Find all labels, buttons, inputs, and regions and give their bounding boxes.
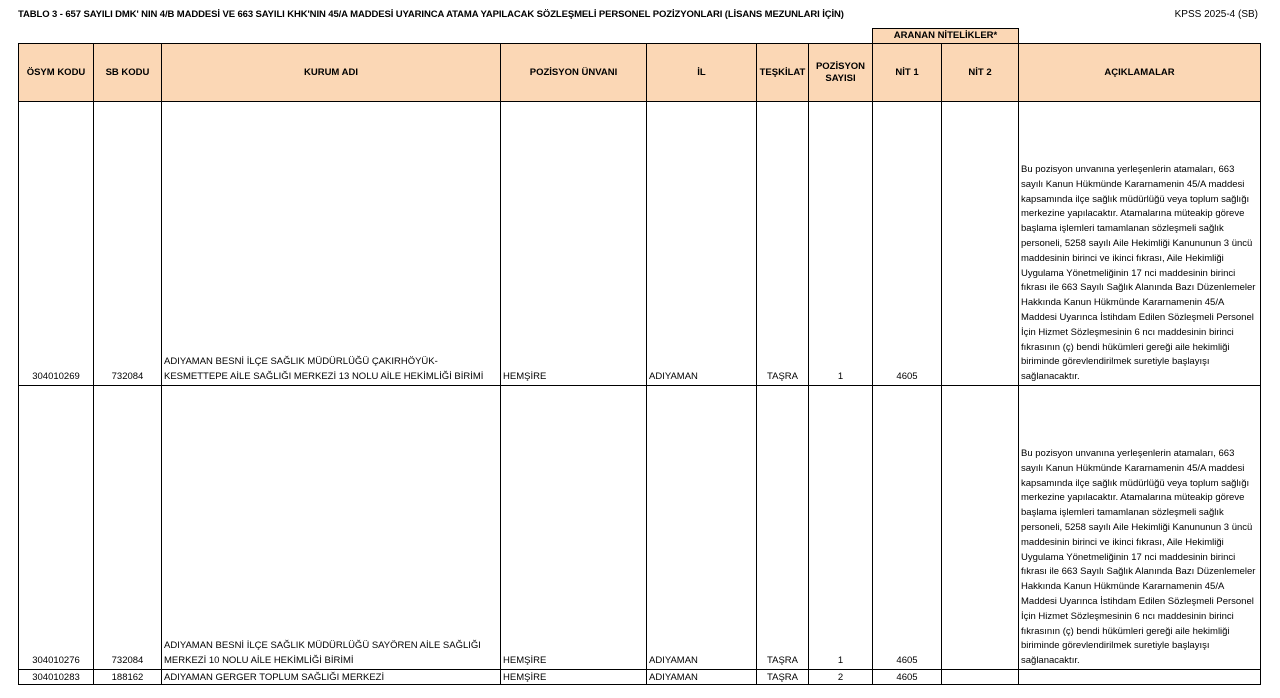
- cell-il: ADIYAMAN: [647, 670, 757, 685]
- cell-teskilat: TAŞRA: [757, 386, 809, 670]
- cell-osym-kodu: 304010269: [19, 102, 94, 386]
- header-il: İL: [647, 44, 757, 102]
- cell-nit2: [942, 670, 1019, 685]
- table-row: [19, 670, 1261, 685]
- header-osym-kodu: ÖSYM KODU: [19, 44, 94, 102]
- header-pozisyon-sayisi: [809, 44, 873, 102]
- cell-pozisyon-sayisi: 2: [809, 670, 873, 685]
- table-row: [19, 102, 1261, 386]
- cell-osym-kodu: 304010276: [19, 386, 94, 670]
- cell-nit2: [942, 386, 1019, 670]
- cell-sb-kodu: 732084: [94, 102, 162, 386]
- cell-teskilat: TAŞRA: [757, 102, 809, 386]
- cell-nit1: 4605: [873, 386, 942, 670]
- cell-nit1: 4605: [873, 102, 942, 386]
- header-pozisyon-sayisi-line1: POZİSYON: [815, 60, 866, 72]
- cell-kurum-adi: ADIYAMAN BESNİ İLÇE SAĞLIK MÜDÜRLÜĞÜ ÇAKIRHÖYÜK-KESMETTEPE AİLE SAĞLIĞI MERKEZİ 13 NOLU AİLE HEKİMLİĞİ BİRİMİ: [162, 102, 501, 386]
- cell-pozisyon-unvani: HEMŞİRE: [501, 102, 647, 386]
- header-kurum-adi: KURUM ADI: [162, 44, 501, 102]
- cell-kurum-adi: ADIYAMAN GERGER TOPLUM SAĞLIĞI MERKEZİ: [162, 670, 501, 685]
- cell-aciklamalar: [1019, 670, 1261, 685]
- cell-il: ADIYAMAN: [647, 102, 757, 386]
- cell-aciklamalar: Bu pozisyon unvanına yerleşenlerin atamaları, 663 sayılı Kanun Hükmünde Kararnamenin 45/A maddesi kapsamında ilçe sağlık müdürlüğü veya toplum sağlığı merkezine yapılacaktır. Atamalarına müteakip göreve başlama işlemleri tamamlanan sözleşmeli sağlık personeli, 5258 sayılı Aile Hekimliği Kanununun 3 üncü maddesinin birinci ve ikinci fıkrası, Aile Hekimliği Uygulama Yönetmeliğinin 17 nci maddesinin birinci fıkrası ile 663 Sayılı Sağlık Alanında Bazı Düzenlemeler Hakkında Kanun Hükmünde Kararnamenin 45/A Maddesi Uyarınca İstihdam Edilen Sözleşmeli Personel İçin Hizmet Sözleşmesinin 6 ncı maddesinin birinci fıkrasının (ç) bendi hükümleri gereği aile hekimliği biriminde görevlendirilmek suretiyle başlayışı sağlanacaktır.: [1019, 102, 1261, 386]
- cell-pozisyon-sayisi: 1: [809, 102, 873, 386]
- header-sb-kodu: SB KODU: [94, 44, 162, 102]
- header-teskilat: TEŞKİLAT: [757, 44, 809, 102]
- document-code: KPSS 2025-4 (SB): [1174, 9, 1258, 20]
- header-nit1: NİT 1: [873, 44, 942, 102]
- document-title: TABLO 3 - 657 SAYILI DMK' NIN 4/B MADDESİ VE 663 SAYILI KHK'NIN 45/A MADDESİ UYARINCA ATAMA YAPILACAK SÖZLEŞMELİ PERSONEL POZİZYONLARI (LİSANS MEZUNLARI İÇİN): [18, 9, 844, 20]
- header-row: [19, 44, 1261, 102]
- table-row: [19, 386, 1261, 670]
- header-nit2: NİT 2: [942, 44, 1019, 102]
- cell-kurum-adi: ADIYAMAN BESNİ İLÇE SAĞLIK MÜDÜRLÜĞÜ SAYÖREN AİLE SAĞLIĞI MERKEZİ 10 NOLU AİLE HEKİMLİĞİ BİRİMİ: [162, 386, 501, 670]
- cell-il: ADIYAMAN: [647, 386, 757, 670]
- cell-sb-kodu: 188162: [94, 670, 162, 685]
- cell-sb-kodu: 732084: [94, 386, 162, 670]
- cell-pozisyon-unvani: HEMŞİRE: [501, 386, 647, 670]
- header-aciklamalar: AÇIKLAMALAR: [1019, 44, 1261, 102]
- cell-pozisyon-sayisi: 1: [809, 386, 873, 670]
- cell-pozisyon-unvani: HEMŞİRE: [501, 670, 647, 685]
- cell-aciklamalar: Bu pozisyon unvanına yerleşenlerin atamaları, 663 sayılı Kanun Hükmünde Kararnamenin 45/A maddesi kapsamında ilçe sağlık müdürlüğü veya toplum sağlığı merkezine yapılacaktır. Atamalarına müteakip göreve başlama işlemleri tamamlanan sözleşmeli sağlık personeli, 5258 sayılı Aile Hekimliği Kanununun 3 üncü maddesinin birinci ve ikinci fıkrası, Aile Hekimliği Uygulama Yönetmeliğinin 17 nci maddesinin birinci fıkrası ile 663 Sayılı Sağlık Alanında Bazı Düzenlemeler Hakkında Kanun Hükmünde Kararnamenin 45/A Maddesi Uyarınca İstihdam Edilen Sözleşmeli Personel İçin Hizmet Sözleşmesinin 6 ncı maddesinin birinci fıkrasının (ç) bendi hükümleri gereği aile hekimliği biriminde görevlendirilmek suretiyle başlayışı sağlanacaktır.: [1019, 386, 1261, 670]
- cell-nit1: 4605: [873, 670, 942, 685]
- group-header-aranan-nitelikler: ARANAN NİTELİKLER*: [873, 29, 1019, 44]
- cell-osym-kodu: 304010283: [19, 670, 94, 685]
- cell-nit2: [942, 102, 1019, 386]
- header-pozisyon-sayisi-line2: SAYISI: [825, 72, 856, 84]
- positions-table: [18, 28, 1261, 685]
- cell-teskilat: TAŞRA: [757, 670, 809, 685]
- header-pozisyon-unvani: POZİSYON ÜNVANI: [501, 44, 647, 102]
